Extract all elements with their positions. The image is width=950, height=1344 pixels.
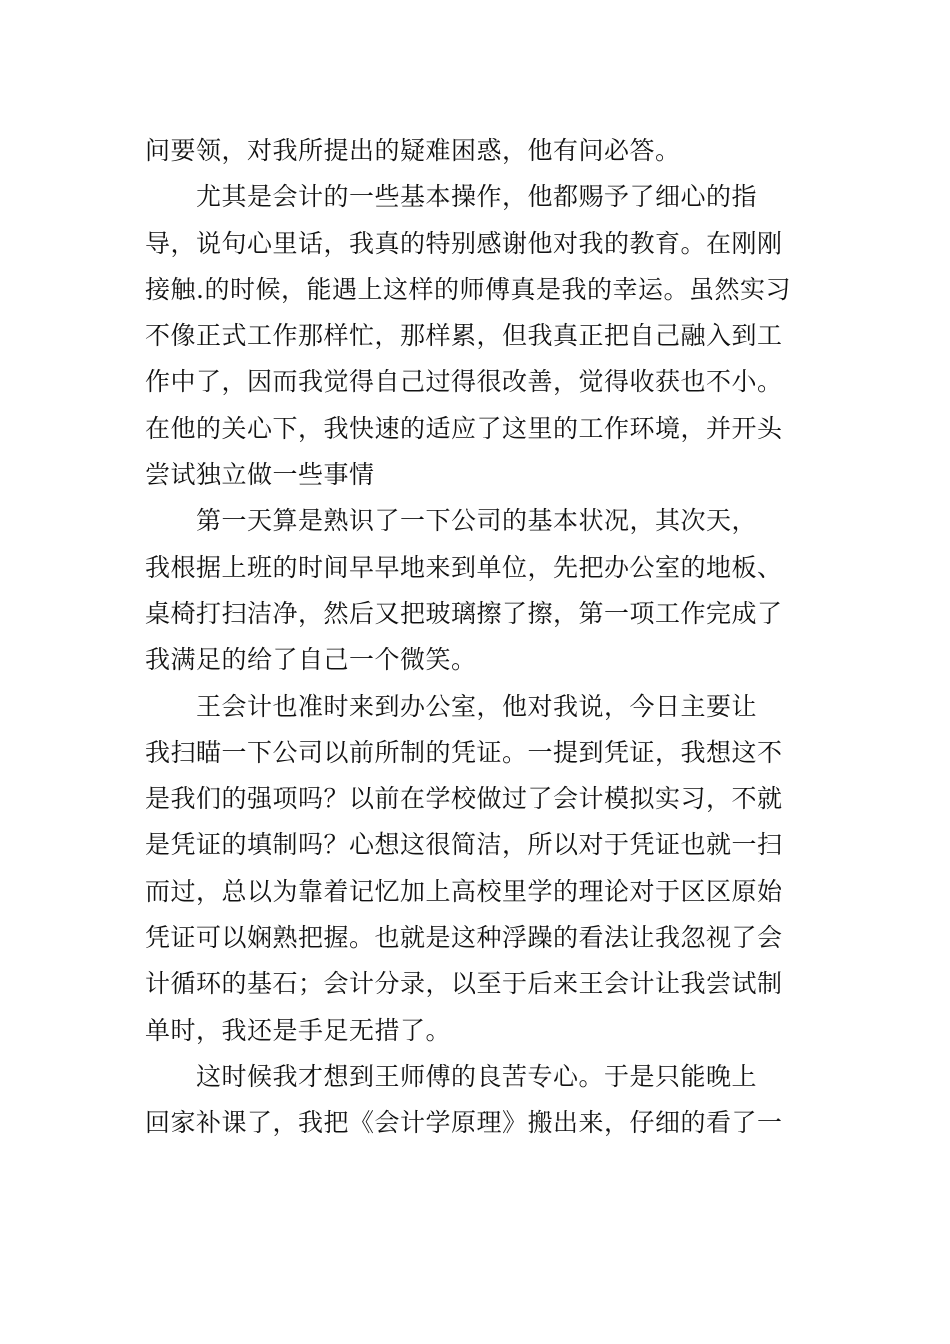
text-line: 回家补课了，我把《会计学原理》搬出来，仔细的看了一 bbox=[145, 1108, 783, 1138]
text-line: 是我们的强项吗？以前在学校做过了会计模拟实习，不就 bbox=[145, 784, 783, 814]
text-line: 计循环的基石；会计分录，以至于后来王会计让我尝试制 bbox=[145, 969, 783, 999]
text-line: 我根据上班的时间早早地来到单位，先把办公室的地板、 bbox=[145, 552, 783, 582]
text-line: 单时，我还是手足无措了。 bbox=[145, 1015, 452, 1045]
text-line: 凭证可以娴熟把握。也就是这种浮躁的看法让我忽视了会 bbox=[145, 923, 783, 953]
text-line: 不像正式工作那样忙，那样累，但我真正把自己融入到工 bbox=[145, 321, 783, 351]
text-line: 接触.的时候，能遇上这样的师傅真是我的幸运。虽然实习 bbox=[145, 274, 791, 304]
body-text bbox=[145, 128, 810, 1147]
text-line: 尤其是会计的一些基本操作，他都赐予了细心的指 bbox=[145, 182, 758, 212]
text-line: 在他的关心下，我快速的适应了这里的工作环境，并开头 bbox=[145, 413, 783, 443]
text-line: 是凭证的填制吗？心想这很简洁，所以对于凭证也就一扫 bbox=[145, 830, 783, 860]
text-line: 我满足的给了自己一个微笑。 bbox=[145, 645, 477, 675]
text-line: 这时候我才想到王师傅的良苦专心。于是只能晚上 bbox=[145, 1061, 758, 1091]
text-line: 我扫瞄一下公司以前所制的凭证。一提到凭证，我想这不 bbox=[145, 737, 783, 767]
text-line: 问要领，对我所提出的疑难困惑，他有问必答。 bbox=[145, 136, 681, 165]
text-line: 导，说句心里话，我真的特别感谢他对我的教育。在刚刚 bbox=[145, 228, 783, 258]
text-line: 尝试独立做一些事情 bbox=[145, 460, 375, 490]
text-line: 第一天算是熟识了一下公司的基本状况，其次天， bbox=[145, 506, 758, 536]
text-line: 作中了，因而我觉得自己过得很改善，觉得收获也不小。 bbox=[145, 367, 783, 397]
text-line: 桌椅打扫洁净，然后又把玻璃擦了擦，第一项工作完成了 bbox=[145, 598, 783, 628]
text-line: 王会计也准时来到办公室，他对我说，今日主要让 bbox=[145, 691, 758, 721]
text-line: 而过，总以为靠着记忆加上高校里学的理论对于区区原始 bbox=[145, 876, 783, 906]
